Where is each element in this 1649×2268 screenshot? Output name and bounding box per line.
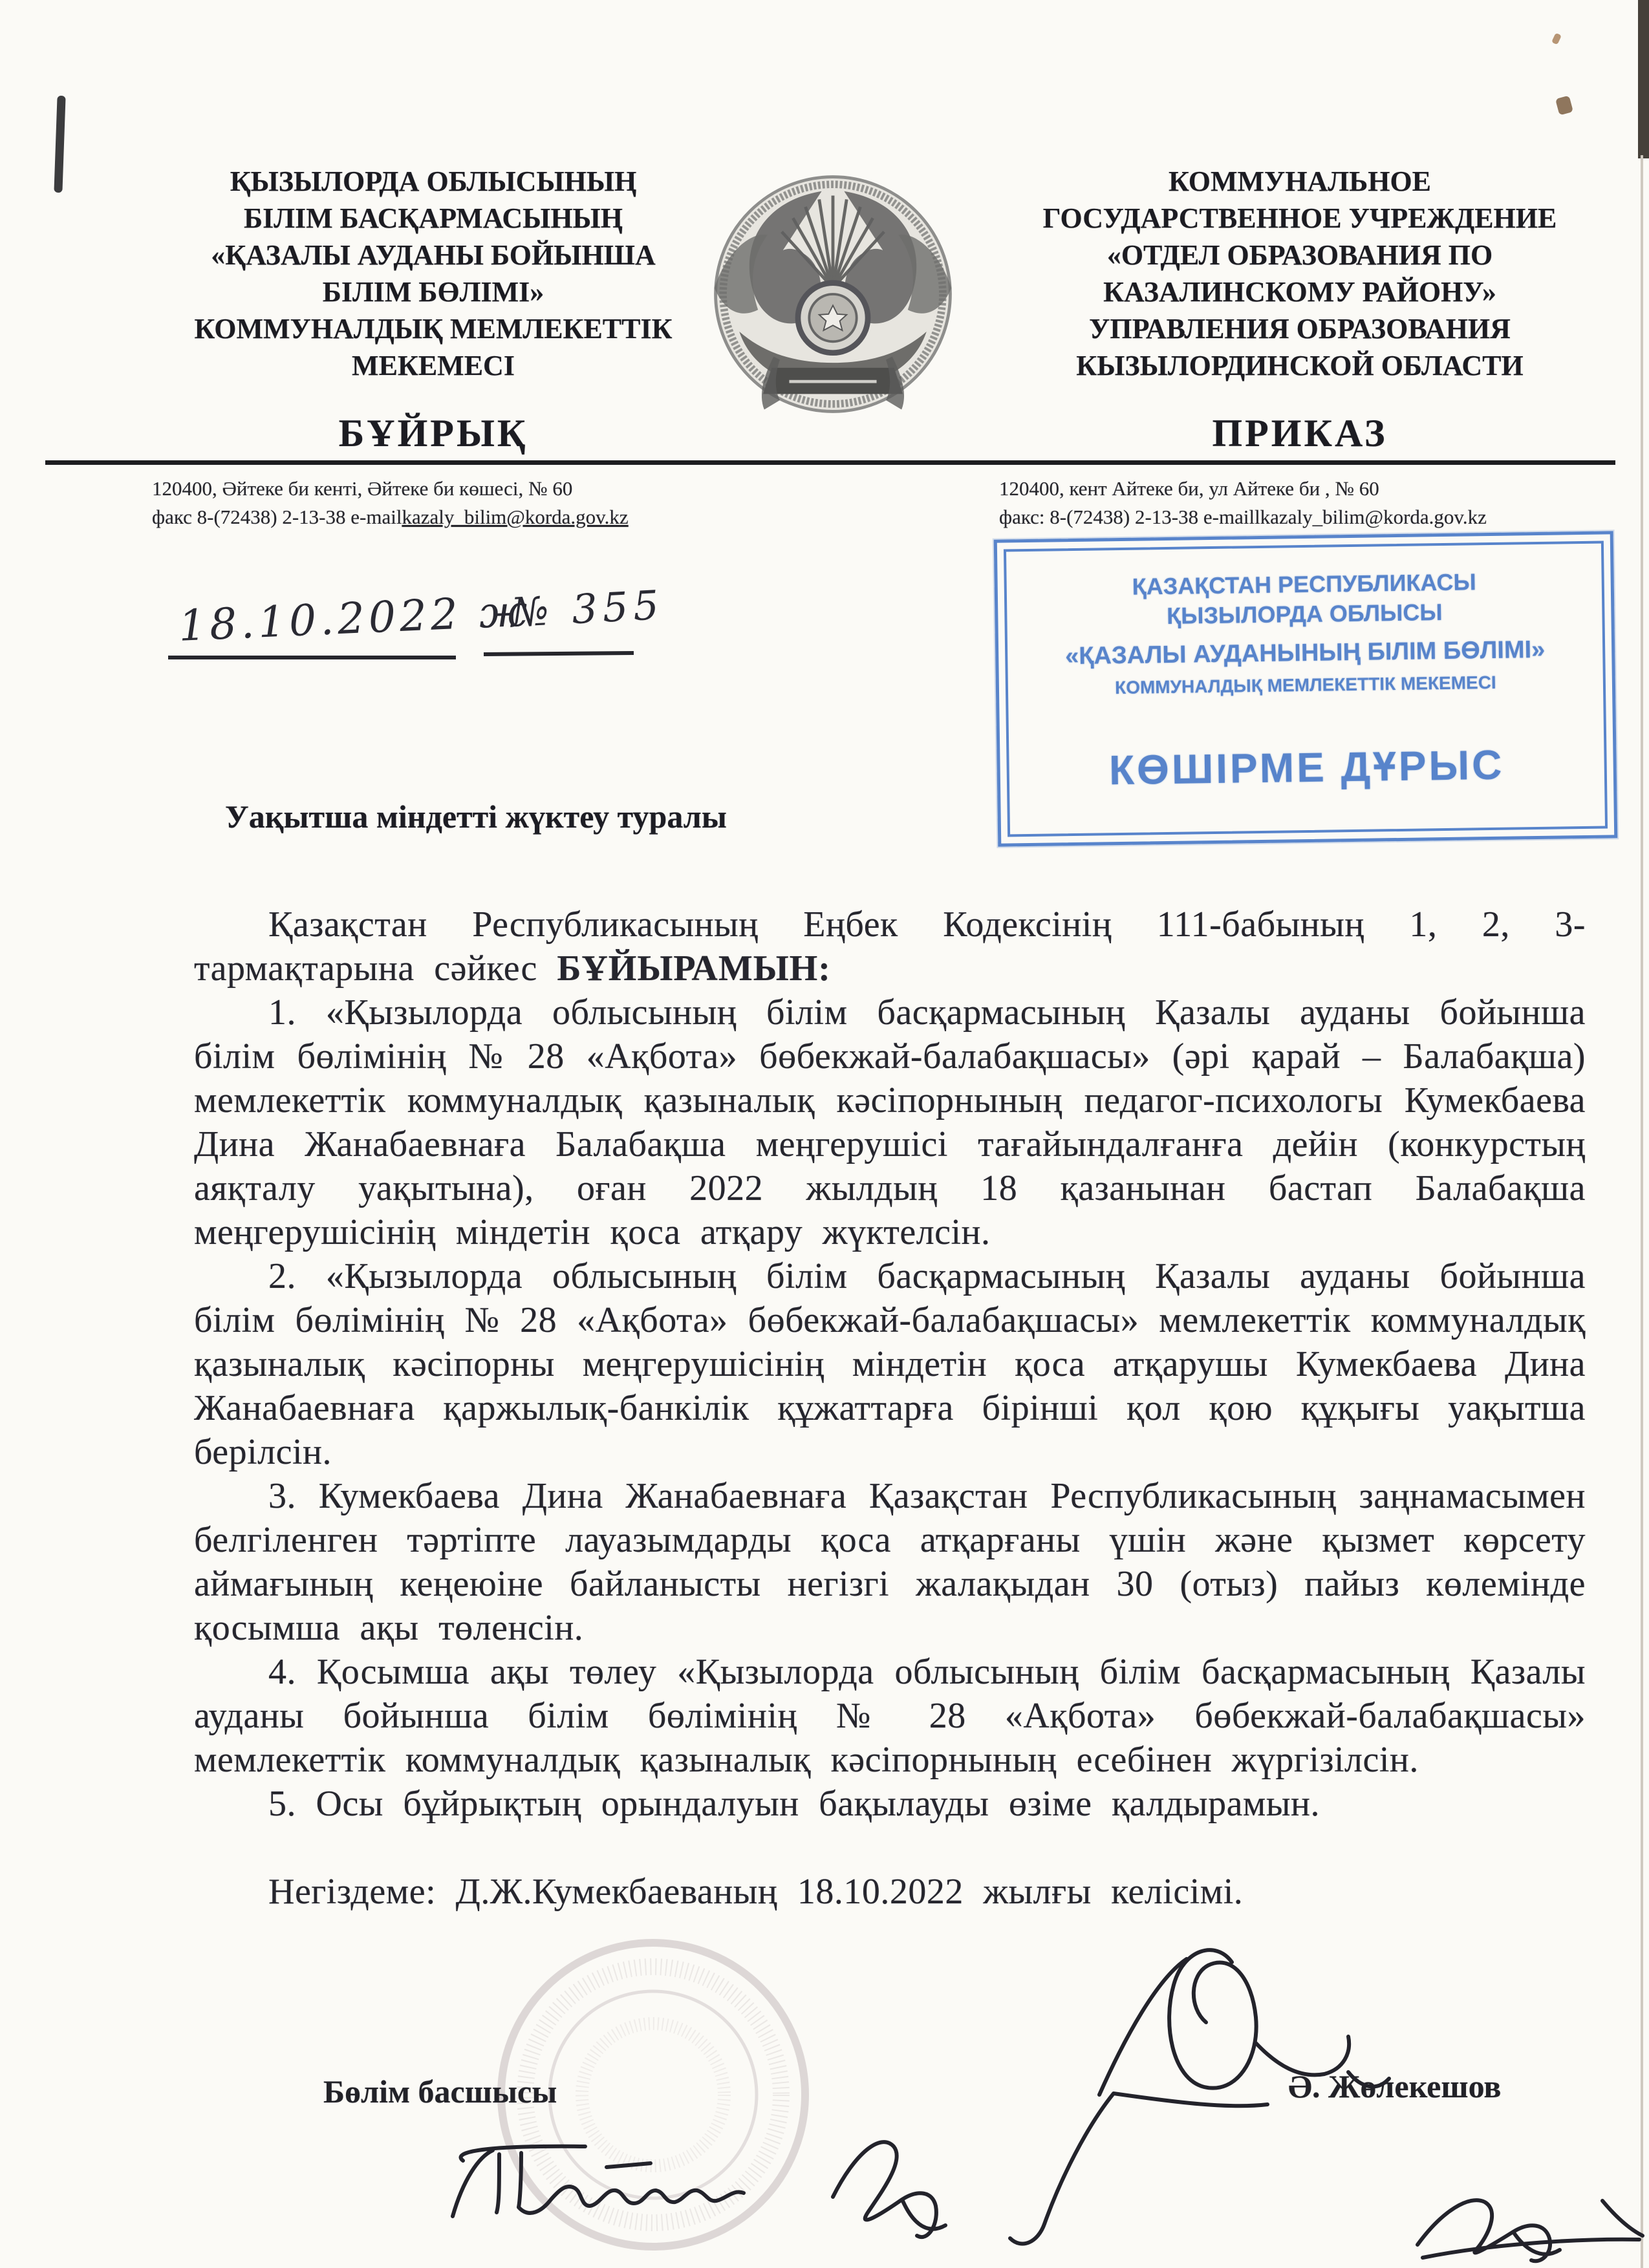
intro-order-word: БҰЙЫРАМЫН: (557, 948, 831, 989)
header-divider-rule (45, 460, 1615, 465)
corner-signature (1417, 2200, 1560, 2261)
director-signature (1169, 1950, 1256, 2088)
address-line: 120400, кент Айтеке би, ул Айтеке би , № 60 (999, 477, 1379, 500)
email-text: lkazaly_bilim@korda.gov.kz (1255, 506, 1487, 528)
org-left-line: ҚЫЗЫЛОРДА ОБЛЫСЫНЫҢ (230, 166, 637, 197)
director-signature (1010, 2093, 1267, 2244)
address-line (152, 503, 747, 531)
org-left-line: КОММУНАЛДЫҚ МЕМЛЕКЕТТІК (194, 313, 673, 345)
stamp-line: КОММУНАЛДЫҚ МЕМЛЕКЕТТІК МЕКЕМЕСІ (1114, 672, 1496, 698)
doc-type-kazakh: БҰЙРЫҚ (338, 412, 528, 455)
address-line (999, 503, 1607, 531)
address-line: 120400, Әйтеке би кенті, Әйтеке би көшесі, № 60 (152, 477, 573, 500)
order-title: Уақытша міндетті жүктеу туралы (225, 798, 727, 835)
basis-line: Негіздеме: Д.Ж.Кумекбаеваның 18.10.2022 жылғы келісімі. (268, 1872, 1244, 1912)
scan-speck (1555, 96, 1573, 116)
org-name-kazakh (147, 163, 719, 454)
blue-certification-stamp (994, 531, 1618, 846)
secondary-signature (833, 2142, 945, 2237)
intro-text: Қазақстан Республикасының Еңбек Кодексінің 111-бабының 1, 2, 3-тармақтарына сәйкес (194, 904, 1586, 989)
org-left-line: БІЛІМ БӨЛІМІ» (322, 276, 544, 308)
order-point-2: 2. «Қызылорда облысының білім басқармасының Қазалы ауданы бойынша білім бөлімінің № 28 «Ақбота» бөбекжай-балабақшасы» мемлекеттік коммуналдық қазыналық кәсіпорны меңгерушісінің міндетін қоса атқарушы Кумекбаева Дина Жанабаевнаға қаржылық-банкілік құжаттарға бірінші қол қою құқығы уақытша берілсін. (194, 1256, 1586, 1472)
scan-artifact-bar (54, 96, 65, 193)
signer-name: Ә. Жөлекешов (1288, 2068, 1502, 2104)
org-right-line: ГОСУДАРСТВЕННОЕ УЧРЕЖДЕНИЕ (1042, 202, 1557, 234)
date-underline (168, 656, 456, 659)
email-text: kazaly_bilim@korda.gov.kz (402, 506, 629, 528)
signer-position-label: Бөлім басшысы (323, 2073, 557, 2110)
stamp-verdict-copy-correct: КӨШІРМЕ ДҰРЫС (1108, 741, 1505, 794)
org-right-line: КОММУНАЛЬНОЕ (1168, 166, 1432, 197)
stamp-line: «ҚАЗАЛЫ АУДАНЫНЫҢ БІЛІМ БӨЛІМІ» (1064, 636, 1546, 670)
stamp-inner-border (1004, 541, 1608, 837)
address-block-kazakh (152, 475, 747, 531)
org-left-line: БІЛІМ БАСҚАРМАСЫНЫҢ (244, 202, 623, 234)
order-point-3: 3. Кумекбаева Дина Жанабаевнаға Қазақстан Республикасының заңнамасымен белгіленген тәртіпте лауазымдарды қоса атқарғаны үшін және қызмет көрсету аймағының кеңеюіне байланысты негізгі жалақыдан 30 (отыз) пайыз көлемінде қосымша ақы төленсін. (194, 1476, 1586, 1648)
org-left-line: МЕКЕМЕСІ (352, 350, 515, 381)
handwritten-order-date: 18.10.2022 ж (177, 586, 533, 651)
address-block-russian (999, 475, 1607, 531)
org-left-line: «ҚАЗАЛЫ АУДАНЫ БОЙЫНША (211, 239, 656, 271)
stamp-line: ҚЫЗЫЛОРДА ОБЛЫСЫ (1166, 599, 1443, 629)
stamp-line: ҚАЗАҚСТАН РЕСПУБЛИКАСЫ (1132, 568, 1477, 600)
order-point-1: 1. «Қызылорда облысының білім басқармасының Қазалы ауданы бойынша білім бөлімінің № 28 «Ақбота» бөбекжай-балабақшасы» (әрі қарай – Балабақша) мемлекеттік коммуналдық қазыналық кәсіпорнының педагог-психологы Кумекбаева Дина Жанабаевнаға Балабақша меңгерушісі тағайындалғанға дейін (конкурстың аяқталу уақытына), оған 2022 жылдың 18 қазанынан бастап Балабақша меңгерушісінің міндетін қоса атқару жүктелсін. (194, 992, 1586, 1252)
cursive-signature (453, 2146, 744, 2216)
handwritten-order-number: № 355 (510, 581, 665, 637)
number-underline (484, 651, 634, 656)
scan-speck (1551, 33, 1562, 45)
org-name-russian (996, 163, 1604, 454)
order-point-4: 4. Қосымша ақы төлеу «Қызылорда облысының білім басқармасының Қазалы ауданы бойынша білім бөлімінің № 28 «Ақбота» бөбекжай-балабақшасы» мемлекеттік коммуналдық қазыналық кәсіпорнының есебінен жүргізілсін. (194, 1652, 1586, 1780)
order-point-5: 5. Осы бұйрықтың орындалуын бақылауды өзіме қалдырамын. (268, 1784, 1320, 1824)
org-right-line: «ОТДЕЛ ОБРАЗОВАНИЯ ПО (1106, 239, 1493, 271)
intro-paragraph (194, 903, 1586, 990)
fax-label: факс 8-(72438) 2-13-38 e-mail (152, 506, 402, 528)
scan-edge-line (1641, 155, 1643, 2268)
kazakhstan-state-emblem (708, 169, 958, 419)
scan-edge-shadow (1638, 0, 1649, 158)
cursive-signature (607, 2163, 651, 2167)
corner-signature (1423, 2201, 1643, 2258)
order-body (194, 903, 1586, 1914)
fax-label: факс: 8-(72438) 2-13-38 e-mail (999, 506, 1255, 528)
org-right-line: УПРАВЛЕНИЯ ОБРАЗОВАНИЯ (1089, 313, 1511, 345)
doc-type-russian: ПРИКАЗ (1212, 412, 1388, 455)
org-right-line: КЫЗЫЛОРДИНСКОЙ ОБЛАСТИ (1076, 350, 1524, 381)
org-right-line: КАЗАЛИНСКОМУ РАЙОНУ» (1103, 276, 1496, 308)
